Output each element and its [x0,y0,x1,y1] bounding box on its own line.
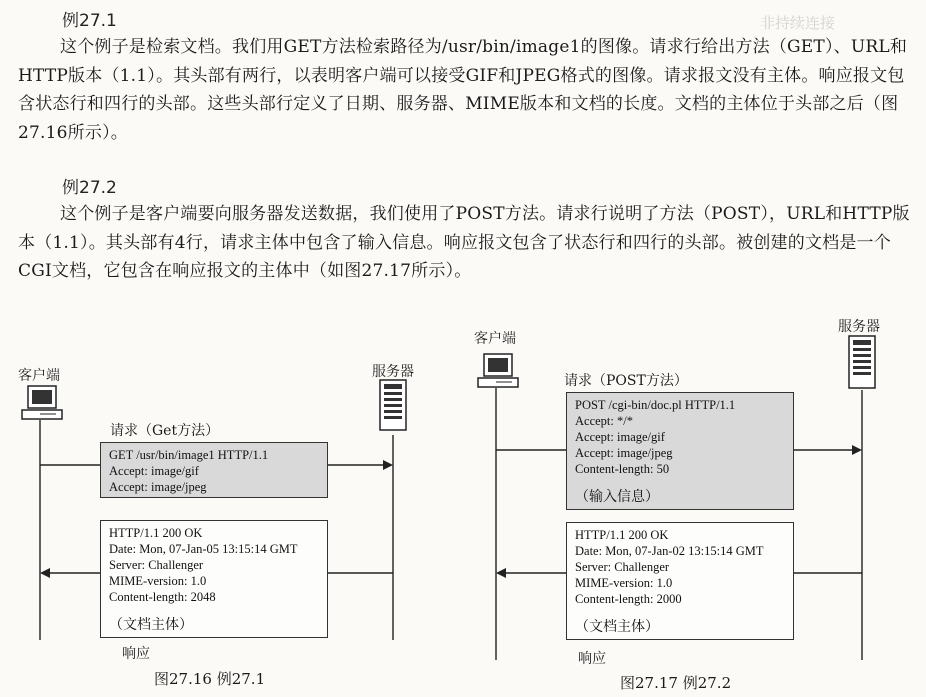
fig2-response-message [566,522,794,640]
fig2-request-message [566,392,794,510]
header-line: Content-length: 2000 [575,592,682,606]
fig2-body-label: （文档主体） [575,619,659,635]
example-paragraph-2: 这个例子是客户端要向服务器发送数据，我们使用了POST方法。请求行说明了方法（POST），URL和HTTP版本（1.1）。其头部有4行，请求主体中包含了输入信息。响应报文包含了状态行和四行的头部。被创建的文档是一个CGI文档，它包含在响应报文的主体中（如图27.17所示）。 [18,204,910,281]
fig1-request-label: 请求（Get方法） [110,423,220,439]
header-line: Content-length: 50 [575,462,670,476]
fig2-request-label: 请求（POST方法） [564,373,688,389]
status-line: HTTP/1.1 200 OK [575,528,669,542]
client-computer-icon-1 [22,386,62,419]
fig2-response-label: 响应 [578,651,606,667]
fig2-client-label: 客户端 [474,331,516,347]
fig2-input-label: （输入信息） [575,489,659,505]
fig1-request-message [100,442,328,498]
header-line: Accept: */* [575,414,633,428]
header-line: Date: Mon, 07-Jan-05 13:15:14 GMT [109,542,298,556]
example-title-2: 例27.2 [62,178,117,198]
server-tower-icon-1 [380,380,406,430]
fig2-caption: 图27.17 例27.2 [620,674,732,692]
bleed-through-text: 非持续连接 [760,14,836,32]
example-title-1: 例27.1 [62,11,117,31]
client-computer-icon-2 [478,354,518,387]
header-line: Accept: image/jpeg [575,446,673,460]
fig1-response-label: 响应 [122,646,150,662]
header-line: Server: Challenger [109,558,204,572]
header-line: Accept: image/gif [109,464,199,478]
fig1-client-label: 客户端 [18,368,60,384]
server-tower-icon-2 [849,336,875,388]
fig1-server-label: 服务器 [372,364,414,380]
fig1-caption: 图27.16 例27.1 [154,670,266,688]
request-line: GET /usr/bin/image1 HTTP/1.1 [109,448,269,462]
status-line: HTTP/1.1 200 OK [109,526,203,540]
fig2-server-label: 服务器 [838,319,880,335]
header-line: Accept: image/jpeg [109,480,207,494]
header-line: Content-length: 2048 [109,590,216,604]
header-line: Accept: image/gif [575,430,665,444]
example-paragraph-1: 这个例子是检索文档。我们用GET方法检索路径为/usr/bin/image1的图像。请求行给出方法（GET）、URL和HTTP版本（1.1）。其头部有两行，以表明客户端可以接受GIF和JPEG格式的图像。请求报文没有主体。响应报文包含状态行和四行的头部。这些头部行定义了日期、服务器、MIME版本和文档的长度。文档的主体位于头部之后（图27.16所示）。 [18,37,908,143]
fig1-response-message [100,520,328,638]
header-line: MIME-version: 1.0 [109,574,207,588]
header-line: Server: Challenger [575,560,670,574]
header-line: MIME-version: 1.0 [575,576,673,590]
header-line: Date: Mon, 07-Jan-02 13:15:14 GMT [575,544,764,558]
request-line: POST /cgi-bin/doc.pl HTTP/1.1 [575,398,736,412]
fig1-body-label: （文档主体） [109,617,193,633]
